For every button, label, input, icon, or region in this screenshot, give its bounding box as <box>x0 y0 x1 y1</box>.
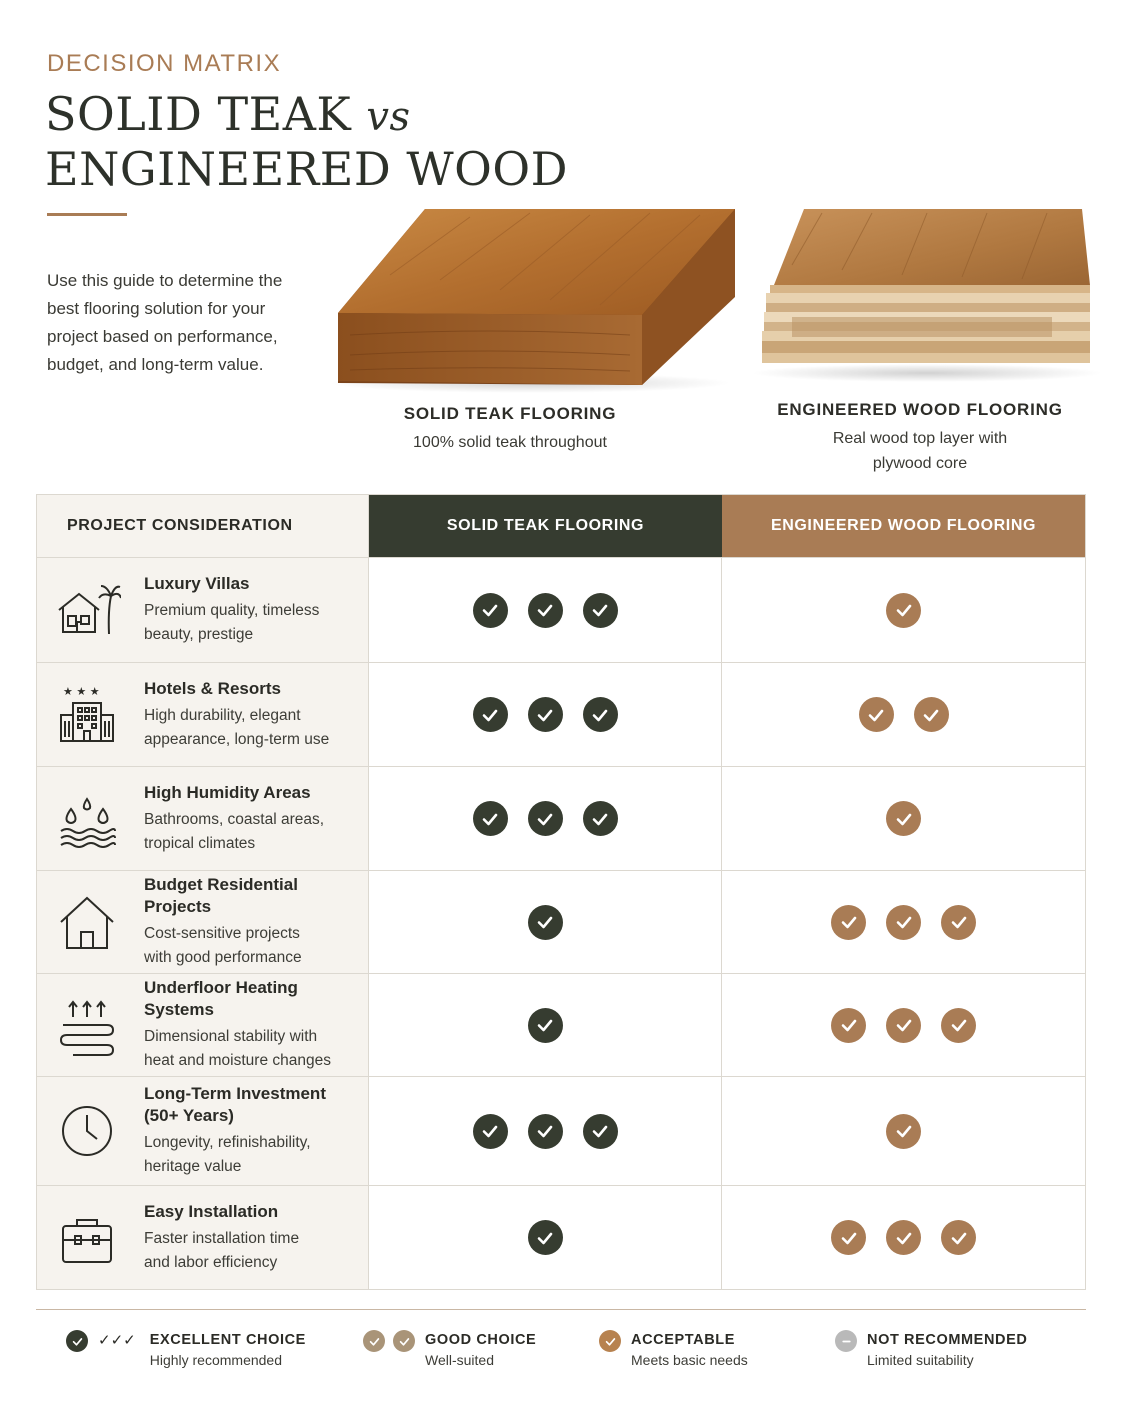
matrix-header-row <box>37 495 1085 557</box>
check-icon <box>886 1220 921 1255</box>
row-desc <box>144 808 324 856</box>
row-desc <box>144 1131 326 1179</box>
check-icon <box>831 905 866 940</box>
legend-excellent <box>66 1330 306 1368</box>
row-consideration-cell <box>37 974 369 1076</box>
check-icon <box>941 1008 976 1043</box>
legend-title: EXCELLENT CHOICE <box>149 1332 306 1348</box>
check-icon <box>528 697 563 732</box>
row-title: High Humidity Areas <box>144 782 311 802</box>
engineered-rating-cell <box>722 767 1085 870</box>
row-desc <box>144 599 319 647</box>
row-desc-line1: Bathrooms, coastal areas, <box>144 810 325 828</box>
row-title: Luxury Villas <box>144 574 250 593</box>
check-icon <box>528 1114 563 1149</box>
table-row <box>37 1185 1085 1289</box>
engineered-product-desc <box>770 426 1070 476</box>
check-icon <box>473 593 508 628</box>
page-title <box>45 88 568 195</box>
row-desc-line2: heat and moisture changes <box>144 1052 331 1069</box>
check-icon <box>886 1008 921 1043</box>
eyebrow-label: DECISION MATRIX <box>47 50 282 77</box>
legend-good <box>363 1330 536 1368</box>
house-icon <box>53 888 121 956</box>
clock-icon <box>53 1097 121 1165</box>
table-row <box>37 973 1085 1076</box>
engineered-wood-board-image <box>752 205 1102 390</box>
teak-rating-cell <box>369 1077 722 1185</box>
teak-product-name: SOLID TEAK FLOORING <box>403 404 617 423</box>
row-desc-line2: heritage value <box>144 1158 242 1175</box>
check-icon <box>528 593 563 628</box>
legend-title: GOOD CHOICE <box>425 1332 537 1348</box>
check-icon <box>363 1330 385 1352</box>
row-consideration-cell <box>37 871 369 973</box>
engineered-rating-cell <box>722 558 1085 662</box>
row-desc <box>144 704 329 752</box>
row-desc <box>144 1025 368 1073</box>
engineered-product-caption <box>770 400 1070 476</box>
engineered-desc-line2: plywood core <box>872 455 968 472</box>
check-icon <box>528 1008 563 1043</box>
row-title-line2: (50+ Years) <box>144 1106 234 1125</box>
legend-title: NOT RECOMMENDED <box>867 1332 1028 1348</box>
row-title-line1: Long-Term Investment <box>144 1084 326 1103</box>
check-icon <box>886 1114 921 1149</box>
teak-product-caption <box>380 404 640 455</box>
row-desc-line1: Longevity, refinishability, <box>144 1134 311 1151</box>
title-part-teak: SOLID TEAK <box>45 87 352 141</box>
header-project-consideration: PROJECT CONSIDERATION <box>37 495 369 557</box>
title-vs: vs <box>366 94 411 140</box>
row-title: Underfloor Heating Systems <box>144 978 298 1019</box>
check-icon <box>859 697 894 732</box>
table-row <box>37 662 1085 766</box>
teak-rating-cell <box>369 974 722 1076</box>
table-row <box>37 870 1085 973</box>
table-row <box>37 557 1085 662</box>
teak-rating-cell <box>369 558 722 662</box>
header-solid-teak: SOLID TEAK FLOORING <box>369 495 722 557</box>
legend-desc: Limited suitability <box>867 1352 974 1368</box>
svg-text:★ ★ ★: ★ ★ ★ <box>63 684 100 698</box>
check-icon <box>66 1330 88 1352</box>
check-icon <box>914 697 949 732</box>
legend-desc: Meets basic needs <box>631 1352 748 1368</box>
row-desc-line2: with good performance <box>144 949 302 966</box>
row-desc-line1: Cost-sensitive projects <box>144 925 300 942</box>
header-engineered-wood: ENGINEERED WOOD FLOORING <box>722 495 1085 557</box>
hotel-icon <box>53 681 121 749</box>
engineered-rating-cell <box>722 974 1085 1076</box>
check-icon <box>583 697 618 732</box>
check-icon <box>886 593 921 628</box>
row-consideration-cell <box>37 663 369 766</box>
check-icon <box>599 1330 621 1352</box>
row-desc-line1: Dimensional stability with <box>144 1028 318 1045</box>
check-icon <box>528 801 563 836</box>
check-icon <box>528 1220 563 1255</box>
solid-teak-board-image <box>330 205 740 395</box>
check-icon <box>583 801 618 836</box>
toolbox-icon <box>53 1204 121 1272</box>
check-icon <box>473 1114 508 1149</box>
check-icon <box>886 905 921 940</box>
row-desc <box>144 1227 299 1275</box>
legend-divider <box>36 1309 1086 1310</box>
engineered-rating-cell <box>722 663 1085 766</box>
check-icon <box>941 1220 976 1255</box>
teak-rating-cell <box>369 767 722 870</box>
row-desc-line1: Premium quality, timeless <box>144 602 320 619</box>
check-icon <box>941 905 976 940</box>
row-consideration-cell <box>37 767 369 870</box>
row-desc-line1: High durability, elegant <box>144 706 301 724</box>
row-desc-line2: appearance, long-term use <box>144 730 330 748</box>
check-icon <box>831 1008 866 1043</box>
check-icon <box>583 593 618 628</box>
row-desc-line2: beauty, prestige <box>144 626 254 643</box>
minus-icon <box>835 1330 857 1352</box>
teak-rating-cell <box>369 663 722 766</box>
row-title: Easy Installation <box>144 1201 279 1221</box>
row-desc-line2: and labor efficiency <box>144 1253 278 1271</box>
villa-icon <box>53 576 121 644</box>
check-icon <box>886 801 921 836</box>
teak-rating-cell <box>369 871 722 973</box>
teak-product-desc: 100% solid teak throughout <box>413 434 607 451</box>
check-icon <box>473 697 508 732</box>
humidity-icon <box>53 785 121 853</box>
engineered-desc-line1: Real wood top layer with <box>832 430 1008 447</box>
row-desc-line2: tropical climates <box>144 834 256 852</box>
triple-check-icon: ✓✓✓ <box>98 1332 136 1349</box>
intro-text: Use this guide to determine the best flooring solution for your project based on performance, budget, and long-term value. <box>47 271 283 374</box>
engineered-product-name: ENGINEERED WOOD FLOORING <box>777 400 1063 419</box>
legend-desc: Highly recommended <box>149 1352 283 1368</box>
legend-desc: Well-suited <box>425 1352 494 1368</box>
row-consideration-cell <box>37 1186 369 1289</box>
row-title <box>144 1083 326 1127</box>
table-row <box>37 766 1085 870</box>
check-icon <box>393 1330 415 1352</box>
check-icon <box>583 1114 618 1149</box>
row-consideration-cell <box>37 1077 369 1185</box>
engineered-rating-cell <box>722 1186 1085 1289</box>
legend-acceptable <box>599 1330 748 1368</box>
heating-icon <box>53 991 121 1059</box>
check-icon <box>473 801 508 836</box>
check-icon <box>831 1220 866 1255</box>
teak-rating-cell <box>369 1186 722 1289</box>
row-title: Hotels & Resorts <box>144 678 281 698</box>
engineered-rating-cell <box>722 871 1085 973</box>
engineered-rating-cell <box>722 1077 1085 1185</box>
title-part-engineered: ENGINEERED WOOD <box>45 142 568 196</box>
table-row <box>37 1076 1085 1185</box>
row-desc <box>144 922 368 970</box>
row-title: Budget Residential Projects <box>144 875 298 916</box>
check-icon <box>528 905 563 940</box>
row-consideration-cell <box>37 558 369 662</box>
title-divider <box>47 213 127 216</box>
row-desc-line1: Faster installation time <box>144 1229 300 1247</box>
decision-matrix-table <box>36 494 1086 1290</box>
legend-not-recommended <box>835 1330 1027 1368</box>
legend-title: ACCEPTABLE <box>631 1332 736 1348</box>
